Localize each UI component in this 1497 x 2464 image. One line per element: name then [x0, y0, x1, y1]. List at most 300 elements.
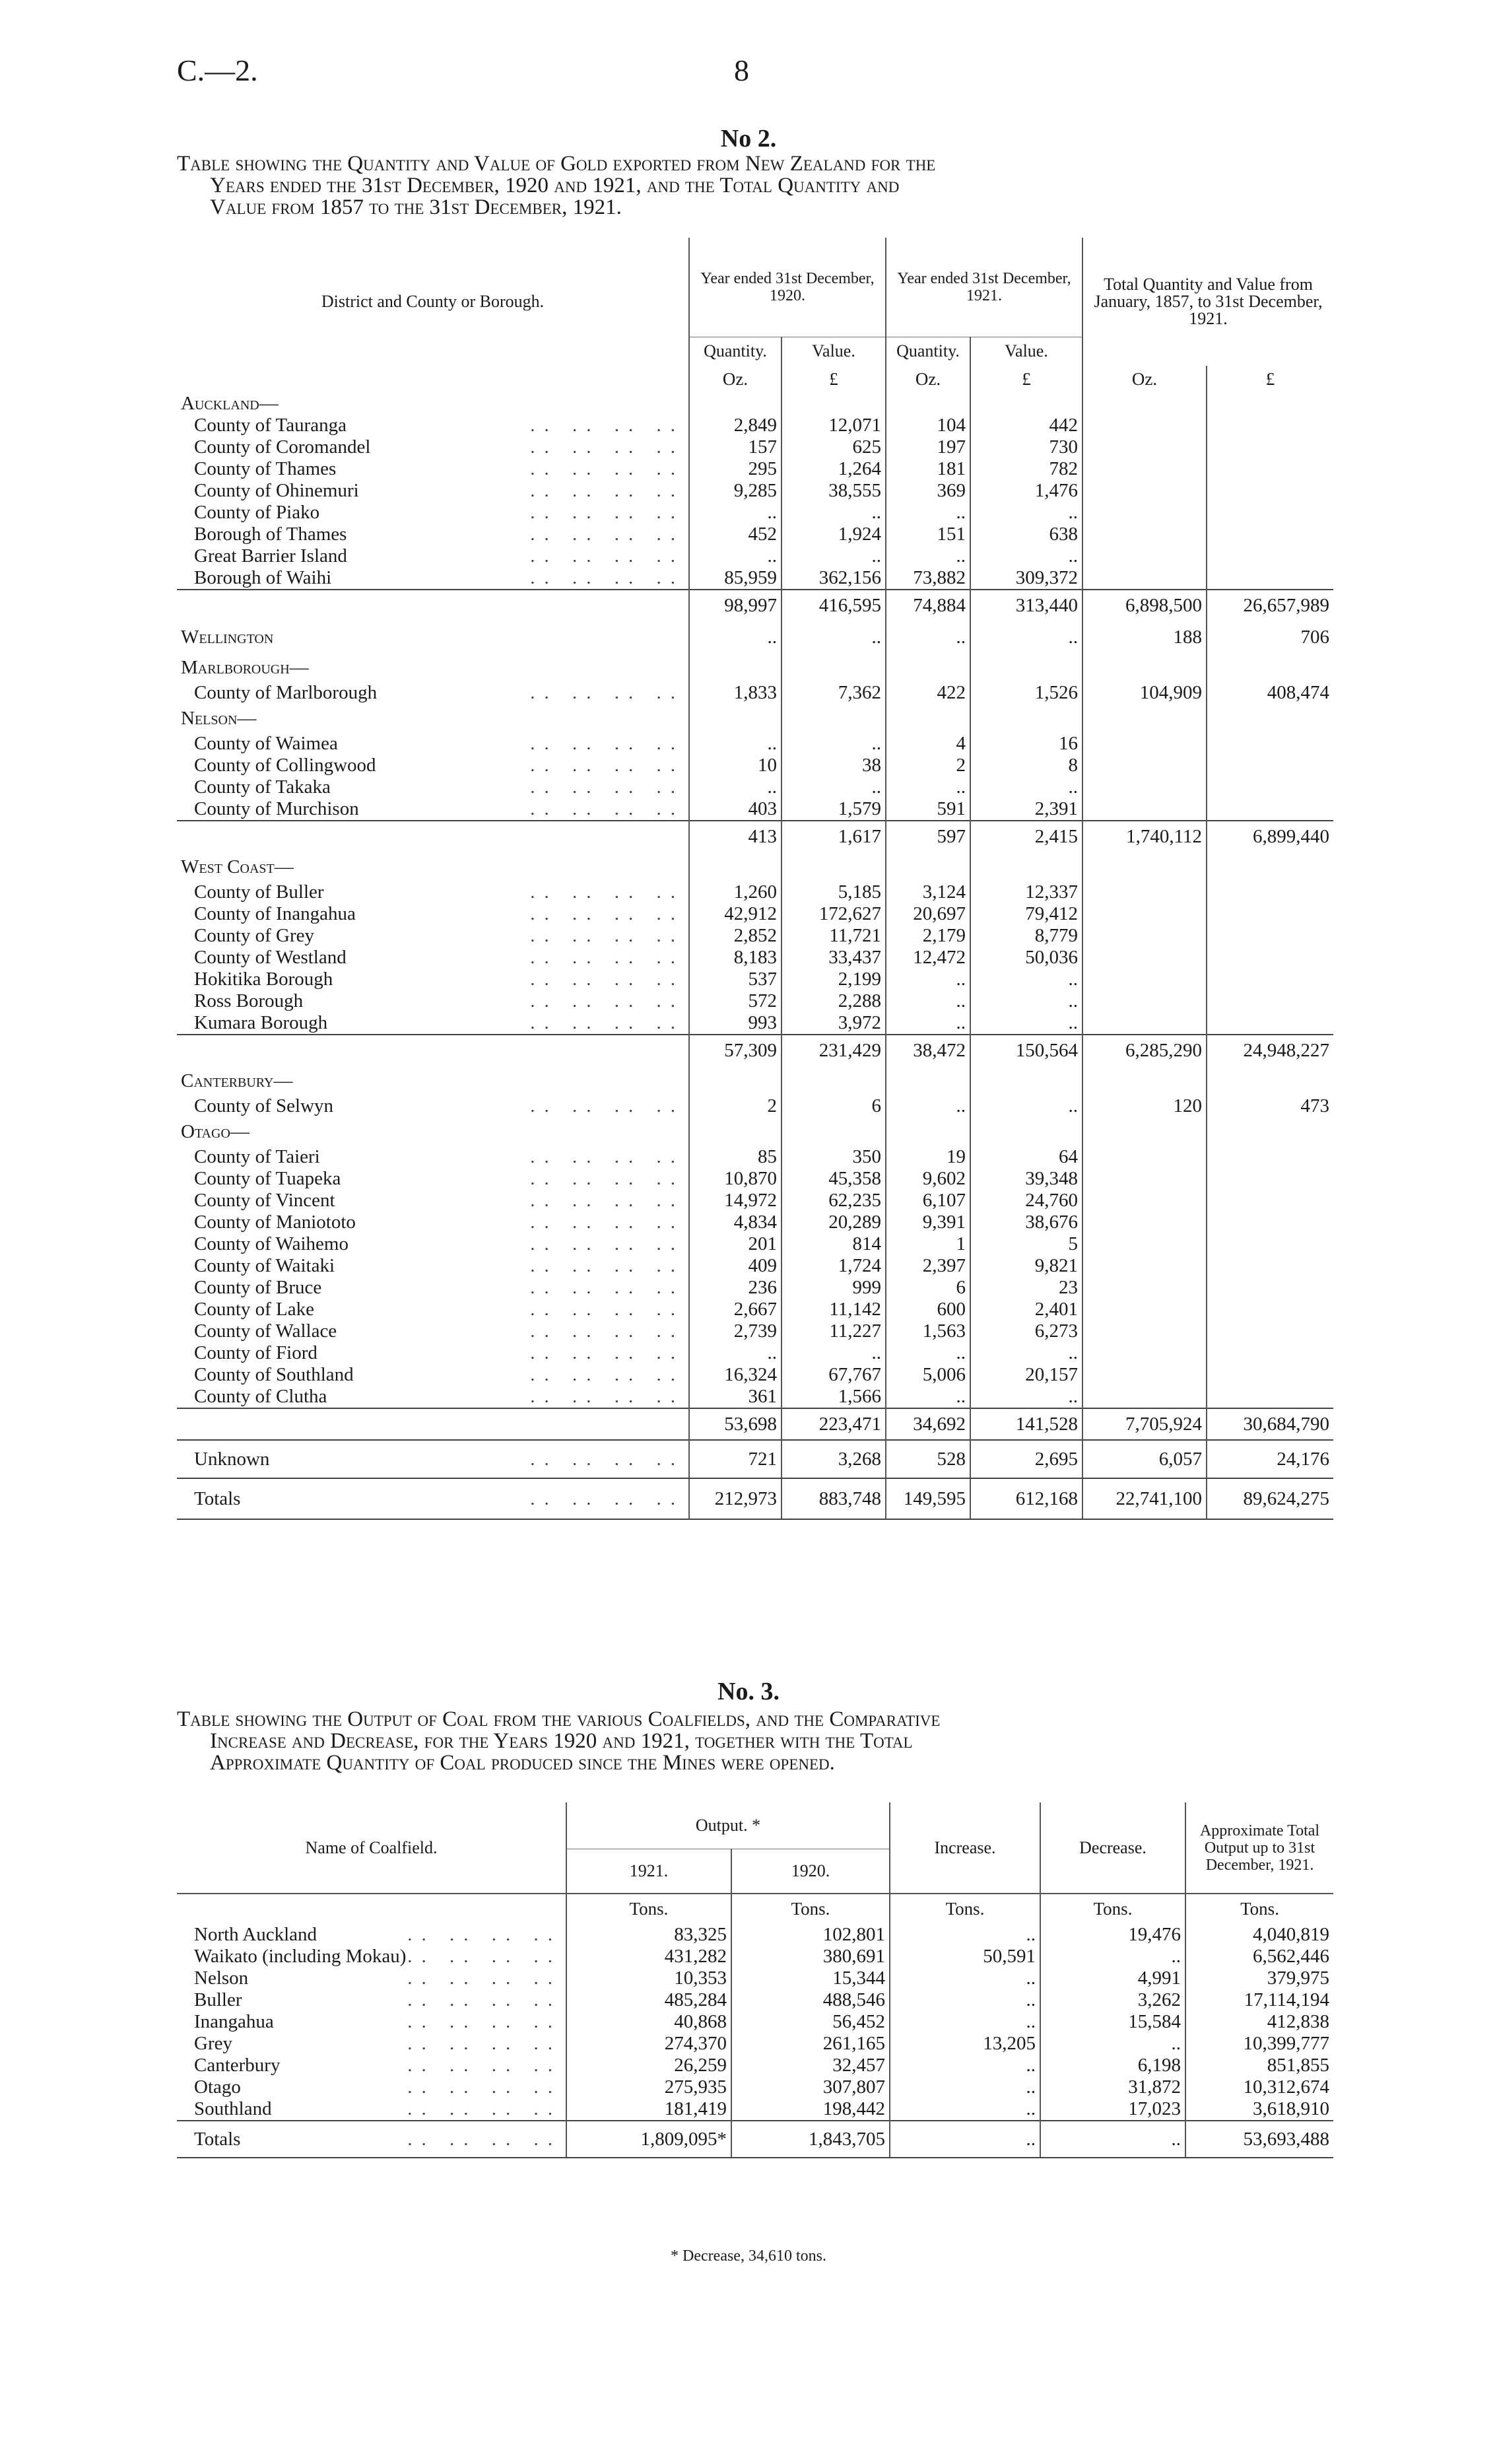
leader-dots: .. .. .. .. — [530, 947, 684, 968]
unit-label: £ — [1207, 366, 1333, 392]
col-total: Total Quantity and Value from January, 1857, to 31st December, 1921. — [1082, 238, 1333, 366]
value-v21: 64 — [970, 1146, 1082, 1168]
value-q20: 2,739 — [689, 1320, 782, 1342]
value-v21: .. — [970, 502, 1082, 524]
row-label-cell — [177, 1012, 689, 1035]
row-label-cell — [177, 458, 689, 480]
leader-dots: .. .. .. .. — [530, 567, 684, 588]
value-tq — [1082, 1299, 1207, 1320]
row-label-cell — [177, 755, 689, 776]
table-row — [177, 1212, 1333, 1233]
col-district: District and County or Borough. — [321, 292, 545, 311]
value-v20: .. — [782, 621, 886, 653]
row-label: County of Westland — [194, 947, 347, 968]
row-label: Ross Borough — [194, 990, 304, 1011]
row-label-cell — [177, 1190, 689, 1212]
row-label-cell — [177, 415, 689, 436]
row-label: Great Barrier Island — [194, 545, 347, 566]
row-label-cell — [177, 776, 689, 798]
row-label: County of Buller — [194, 881, 324, 903]
leader-dots: .. .. .. .. — [407, 2076, 562, 2098]
value-v20: .. — [782, 502, 886, 524]
section-header — [177, 392, 1333, 415]
coal-output-table — [177, 1802, 1333, 2158]
unknown-tv: 24,176 — [1207, 1440, 1333, 1478]
value-q21: 73,882 — [886, 567, 970, 590]
blank-cell — [1207, 392, 1333, 415]
value-v20: .. — [782, 1342, 886, 1364]
value-v20: .. — [782, 733, 886, 755]
subtotal-row — [177, 821, 1333, 852]
row-label-cell — [177, 903, 689, 925]
value-v21: .. — [970, 1095, 1082, 1117]
sub-quantity-1921: Quantity. — [886, 337, 970, 366]
value-tv — [1207, 969, 1333, 990]
col-1921: Year ended 31st December, 1921. — [886, 238, 1082, 337]
blank-cell — [1082, 1117, 1207, 1146]
table-row — [177, 2098, 1333, 2121]
value-q20: 993 — [689, 1012, 782, 1035]
value-inc: .. — [890, 2011, 1040, 2033]
value-tv — [1207, 903, 1333, 925]
value-q20: .. — [689, 733, 782, 755]
table3-number: No. 3. — [717, 1678, 780, 1705]
blank-cell — [970, 1117, 1082, 1146]
table-row — [177, 2076, 1333, 2098]
value-q20: 295 — [689, 458, 782, 480]
value-y21: 181,419 — [566, 2098, 731, 2121]
leader-dots: .. .. .. .. — [530, 733, 684, 754]
blank-cell — [886, 1066, 970, 1095]
value-tq — [1082, 415, 1207, 436]
total-q21: 149,595 — [886, 1478, 970, 1519]
blank-cell — [970, 653, 1082, 682]
leader-dots: .. .. .. .. — [407, 2011, 562, 2032]
value-q20: .. — [689, 545, 782, 567]
value-v20: 999 — [782, 1277, 886, 1299]
table-row — [177, 415, 1333, 436]
blank-cell — [782, 1117, 886, 1146]
leader-dots: .. .. .. .. — [407, 1924, 562, 1945]
row-label-cell — [177, 545, 689, 567]
value-q20: 14,972 — [689, 1190, 782, 1212]
table-row — [177, 903, 1333, 925]
blank-cell — [886, 704, 970, 733]
row-label: Totals — [194, 1488, 241, 1509]
blank-cell — [782, 852, 886, 881]
table-row — [177, 1968, 1333, 1989]
leader-dots: .. .. .. .. — [530, 1364, 684, 1385]
row-label: Buller — [194, 1989, 242, 2010]
value-tq — [1082, 925, 1207, 947]
value-tq — [1082, 1320, 1207, 1342]
value-v20: 1,566 — [782, 1386, 886, 1408]
table-row — [177, 1190, 1333, 1212]
unit-label: Tons. — [1040, 1894, 1185, 1924]
blank-cell — [1207, 1117, 1333, 1146]
row-label: County of Bruce — [194, 1277, 322, 1298]
value-v21: 9,821 — [970, 1255, 1082, 1277]
table-row — [177, 1989, 1333, 2011]
value-tq — [1082, 1168, 1207, 1190]
value-v20: 11,721 — [782, 925, 886, 947]
value-q21: .. — [886, 1012, 970, 1035]
blank-cell — [1207, 852, 1333, 881]
value-tq — [1082, 798, 1207, 821]
table-row — [177, 436, 1333, 458]
table-row — [177, 1233, 1333, 1255]
subtotal-tv: 24,948,227 — [1207, 1035, 1333, 1066]
row-label: North Auckland — [194, 1924, 317, 1945]
row-label-cell — [177, 969, 689, 990]
value-inc: .. — [890, 1968, 1040, 1989]
value-v21: 2,391 — [970, 798, 1082, 821]
value-v21: 50,036 — [970, 947, 1082, 969]
subtotal-q21: 597 — [886, 821, 970, 852]
value-v20: 1,724 — [782, 1255, 886, 1277]
value-v21: .. — [970, 1342, 1082, 1364]
subtotal-v21: 150,564 — [970, 1035, 1082, 1066]
row-label-cell — [177, 1364, 689, 1386]
value-y21: 83,325 — [566, 1924, 731, 1946]
col-output: Output. * — [566, 1802, 890, 1849]
value-q20: 361 — [689, 1386, 782, 1408]
unknown-v20: 3,268 — [782, 1440, 886, 1478]
row-label: County of Marlborough — [194, 682, 378, 703]
row-label: County of Clutha — [194, 1386, 327, 1407]
value-q20: 2,667 — [689, 1299, 782, 1320]
leader-dots: .. .. .. .. — [530, 755, 684, 776]
row-label-cell — [177, 1233, 689, 1255]
value-tot: 379,975 — [1185, 1968, 1333, 1989]
value-tq — [1082, 480, 1207, 502]
value-tv — [1207, 1012, 1333, 1035]
value-y20: 102,801 — [731, 1924, 890, 1946]
row-label: Borough of Waihi — [194, 567, 332, 588]
table-row — [177, 1342, 1333, 1364]
leader-dots: .. .. .. .. — [530, 969, 684, 990]
value-tq — [1082, 1233, 1207, 1255]
table-row — [177, 990, 1333, 1012]
value-inc: .. — [890, 1924, 1040, 1946]
value-tq — [1082, 881, 1207, 903]
value-tv — [1207, 1342, 1333, 1364]
value-tv — [1207, 1277, 1333, 1299]
row-label: County of Thames — [194, 458, 337, 479]
value-q21: 12,472 — [886, 947, 970, 969]
subtotal-q21: 38,472 — [886, 1035, 970, 1066]
value-tv — [1207, 480, 1333, 502]
leader-dots: .. .. .. .. — [530, 1277, 684, 1298]
value-tq — [1082, 1364, 1207, 1386]
value-q21: 4 — [886, 733, 970, 755]
value-tv — [1207, 1386, 1333, 1408]
value-tq — [1082, 545, 1207, 567]
value-q21: 104 — [886, 415, 970, 436]
col-increase: Increase. — [890, 1802, 1040, 1894]
value-v21: .. — [970, 990, 1082, 1012]
leader-dots: .. .. .. .. — [407, 2055, 562, 2076]
value-y20: 488,546 — [731, 1989, 890, 2011]
footnote: * Decrease, 34,610 tons. — [671, 2247, 826, 2265]
subtotal-v20: 416,595 — [782, 590, 886, 621]
leader-dots: .. .. .. .. — [530, 545, 684, 566]
blank-cell — [177, 1894, 566, 1924]
blank-cell — [886, 392, 970, 415]
value-tq — [1082, 947, 1207, 969]
value-v20: 7,362 — [782, 682, 886, 704]
value-v21: 39,348 — [970, 1168, 1082, 1190]
value-inc: 50,591 — [890, 1946, 1040, 1968]
leader-dots: .. .. .. .. — [530, 480, 684, 501]
coalfield-name — [177, 2076, 566, 2098]
leader-dots: .. .. .. .. — [407, 2098, 562, 2119]
value-v20: 38,555 — [782, 480, 886, 502]
leader-dots: .. .. .. .. — [530, 1448, 684, 1470]
value-v21: 1,526 — [970, 682, 1082, 704]
subtotal-tq: 7,705,924 — [1082, 1408, 1207, 1440]
value-tv — [1207, 524, 1333, 545]
total-v20: 883,748 — [782, 1478, 886, 1519]
value-v20: 350 — [782, 1146, 886, 1168]
unit-label: Tons. — [890, 1894, 1040, 1924]
value-v21: .. — [970, 1386, 1082, 1408]
value-tq — [1082, 969, 1207, 990]
totals-label — [177, 2121, 566, 2158]
table-row — [177, 1364, 1333, 1386]
blank-cell — [1082, 392, 1207, 415]
value-y21: 275,935 — [566, 2076, 731, 2098]
table2-title: Table showing the Quantity and Value of Gold exported from New Zealand for the Years ended the 31st December, 1920 and 1921, and the Total Quantity and Value from 1857 to the 31st December, 1921. — [177, 152, 936, 219]
value-tq — [1082, 1012, 1207, 1035]
subtotal-tv: 6,899,440 — [1207, 821, 1333, 852]
sub-value-1920: Value. — [782, 337, 886, 366]
section-title: Canterbury— — [181, 1070, 293, 1091]
total-y21: 1,809,095* — [566, 2121, 731, 2158]
value-v21: 8 — [970, 755, 1082, 776]
coalfield-name — [177, 1989, 566, 2011]
row-label: County of Maniototo — [194, 1212, 356, 1233]
row-label: County of Ohinemuri — [194, 480, 359, 501]
value-dec: 19,476 — [1040, 1924, 1185, 1946]
value-y21: 431,282 — [566, 1946, 731, 1968]
row-label-cell — [177, 436, 689, 458]
value-tv — [1207, 990, 1333, 1012]
page-reference: C.—2. — [177, 53, 258, 87]
row-label-cell — [177, 1299, 689, 1320]
subtotal-row — [177, 1408, 1333, 1440]
subtotal-v20: 1,617 — [782, 821, 886, 852]
value-q21: 9,391 — [886, 1212, 970, 1233]
coalfield-name — [177, 2011, 566, 2033]
value-y21: 10,353 — [566, 1968, 731, 1989]
value-v20: 814 — [782, 1233, 886, 1255]
value-tot: 6,562,446 — [1185, 1946, 1333, 1968]
value-q21: .. — [886, 502, 970, 524]
value-q20: .. — [689, 502, 782, 524]
value-q20: 16,324 — [689, 1364, 782, 1386]
row-label-cell — [177, 682, 689, 704]
row-label: County of Southland — [194, 1364, 354, 1385]
value-q20: 2,849 — [689, 415, 782, 436]
sub-quantity-1920: Quantity. — [689, 337, 782, 366]
row-label-cell — [177, 524, 689, 545]
row-label-cell — [177, 1386, 689, 1408]
value-q20: 2 — [689, 1095, 782, 1117]
value-q20: .. — [689, 1342, 782, 1364]
value-tq: 104,909 — [1082, 682, 1207, 704]
row-label: Borough of Thames — [194, 524, 347, 545]
blank-cell — [1207, 653, 1333, 682]
row-label-cell — [177, 1095, 689, 1117]
value-y20: 198,442 — [731, 2098, 890, 2121]
value-tv — [1207, 1146, 1333, 1168]
value-y20: 261,165 — [731, 2033, 890, 2055]
value-tq — [1082, 776, 1207, 798]
row-label: County of Piako — [194, 502, 320, 523]
coalfield-name — [177, 2098, 566, 2121]
blank-cell — [886, 852, 970, 881]
row-label: Nelson — [194, 1968, 249, 1989]
leader-dots: .. .. .. .. — [530, 682, 684, 703]
value-v21: 38,676 — [970, 1212, 1082, 1233]
section-title: Auckland— — [181, 392, 279, 414]
value-v20: 67,767 — [782, 1364, 886, 1386]
row-label: County of Coromandel — [194, 436, 371, 458]
col-coalfield: Name of Coalfield. — [305, 1837, 438, 1857]
value-q21: 591 — [886, 798, 970, 821]
table-row — [177, 480, 1333, 502]
leader-dots: .. .. .. .. — [530, 1386, 684, 1407]
table-row — [177, 1924, 1333, 1946]
blank-cell — [782, 653, 886, 682]
value-y20: 56,452 — [731, 2011, 890, 2033]
row-label: Hokitika Borough — [194, 969, 333, 990]
value-inc: .. — [890, 2098, 1040, 2121]
value-v20: 2,199 — [782, 969, 886, 990]
value-tot: 10,312,674 — [1185, 2076, 1333, 2098]
value-y21: 485,284 — [566, 1989, 731, 2011]
unit-label: £ — [970, 366, 1082, 392]
value-q20: 9,285 — [689, 480, 782, 502]
leader-dots: .. .. .. .. — [530, 1255, 684, 1276]
unit-label: Tons. — [566, 1894, 731, 1924]
value-q20: 452 — [689, 524, 782, 545]
row-label: County of Murchison — [194, 798, 359, 819]
row-label: County of Collingwood — [194, 755, 376, 776]
row-label-cell — [177, 1255, 689, 1277]
table-row — [177, 2055, 1333, 2076]
value-dec: 15,584 — [1040, 2011, 1185, 2033]
value-q21: .. — [886, 1342, 970, 1364]
blank-cell — [689, 392, 782, 415]
value-tv — [1207, 1190, 1333, 1212]
row-label: County of Vincent — [194, 1190, 335, 1211]
row-label: County of Inangahua — [194, 903, 356, 924]
blank-cell — [970, 852, 1082, 881]
leader-dots: .. .. .. .. — [530, 903, 684, 924]
value-dec: 17,023 — [1040, 2098, 1185, 2121]
leader-dots: .. .. .. .. — [530, 458, 684, 479]
blank-cell — [782, 392, 886, 415]
col-approx-total: Approximate Total Output up to 31st December, 1921. — [1185, 1802, 1333, 1894]
subtotal-v21: 141,528 — [970, 1408, 1082, 1440]
table-row — [177, 1255, 1333, 1277]
blank-cell — [970, 704, 1082, 733]
unknown-q20: 721 — [689, 1440, 782, 1478]
subtotal-v21: 2,415 — [970, 821, 1082, 852]
value-q21: 151 — [886, 524, 970, 545]
section-header — [177, 704, 1333, 733]
coalfield-name — [177, 1946, 566, 1968]
value-y20: 32,457 — [731, 2055, 890, 2076]
value-v21: 12,337 — [970, 881, 1082, 903]
leader-dots: .. .. .. .. — [407, 1946, 562, 1967]
total-tot: 53,693,488 — [1185, 2121, 1333, 2158]
value-v20: 38 — [782, 755, 886, 776]
value-q20: 10,870 — [689, 1168, 782, 1190]
value-tq — [1082, 1190, 1207, 1212]
value-v21: 730 — [970, 436, 1082, 458]
section-title: Marlborough— — [181, 656, 309, 678]
subtotal-q20: 98,997 — [689, 590, 782, 621]
value-v20: 12,071 — [782, 415, 886, 436]
value-inc: 13,205 — [890, 2033, 1040, 2055]
value-q21: .. — [886, 776, 970, 798]
row-label: County of Waitaki — [194, 1255, 335, 1276]
subtotal-q20: 53,698 — [689, 1408, 782, 1440]
value-q21: 3,124 — [886, 881, 970, 903]
table-row — [177, 776, 1333, 798]
row-label: County of Fiord — [194, 1342, 317, 1363]
total-v21: 612,168 — [970, 1478, 1082, 1519]
table-row — [177, 1320, 1333, 1342]
value-v20: 1,264 — [782, 458, 886, 480]
table-row — [177, 524, 1333, 545]
subtotal-tq: 1,740,112 — [1082, 821, 1207, 852]
row-label: County of Lake — [194, 1299, 315, 1320]
row-label: Unknown — [194, 1448, 270, 1470]
value-q20: 4,834 — [689, 1212, 782, 1233]
total-inc: .. — [890, 2121, 1040, 2158]
table-row — [177, 947, 1333, 969]
value-q20: 85 — [689, 1146, 782, 1168]
leader-dots: .. .. .. .. — [530, 502, 684, 523]
table-row — [177, 969, 1333, 990]
leader-dots: .. .. .. .. — [530, 415, 684, 436]
value-tot: 4,040,819 — [1185, 1924, 1333, 1946]
value-y21: 26,259 — [566, 2055, 731, 2076]
value-v21: 782 — [970, 458, 1082, 480]
value-tq: 120 — [1082, 1095, 1207, 1117]
subtotal-tv: 30,684,790 — [1207, 1408, 1333, 1440]
subtotal-tv: 26,657,989 — [1207, 590, 1333, 621]
unknown-v21: 2,695 — [970, 1440, 1082, 1478]
leader-dots: .. .. .. .. — [530, 1212, 684, 1233]
row-label-cell — [177, 798, 689, 821]
value-v21: 309,372 — [970, 567, 1082, 590]
value-tv: 408,474 — [1207, 682, 1333, 704]
value-tq — [1082, 1342, 1207, 1364]
value-v21: 442 — [970, 415, 1082, 436]
total-q20: 212,973 — [689, 1478, 782, 1519]
units-row — [177, 366, 1333, 392]
row-label: County of Selwyn — [194, 1095, 334, 1116]
value-tq — [1082, 1255, 1207, 1277]
col-decrease: Decrease. — [1040, 1802, 1185, 1894]
totals-label — [177, 1478, 689, 1519]
value-v20: 33,437 — [782, 947, 886, 969]
